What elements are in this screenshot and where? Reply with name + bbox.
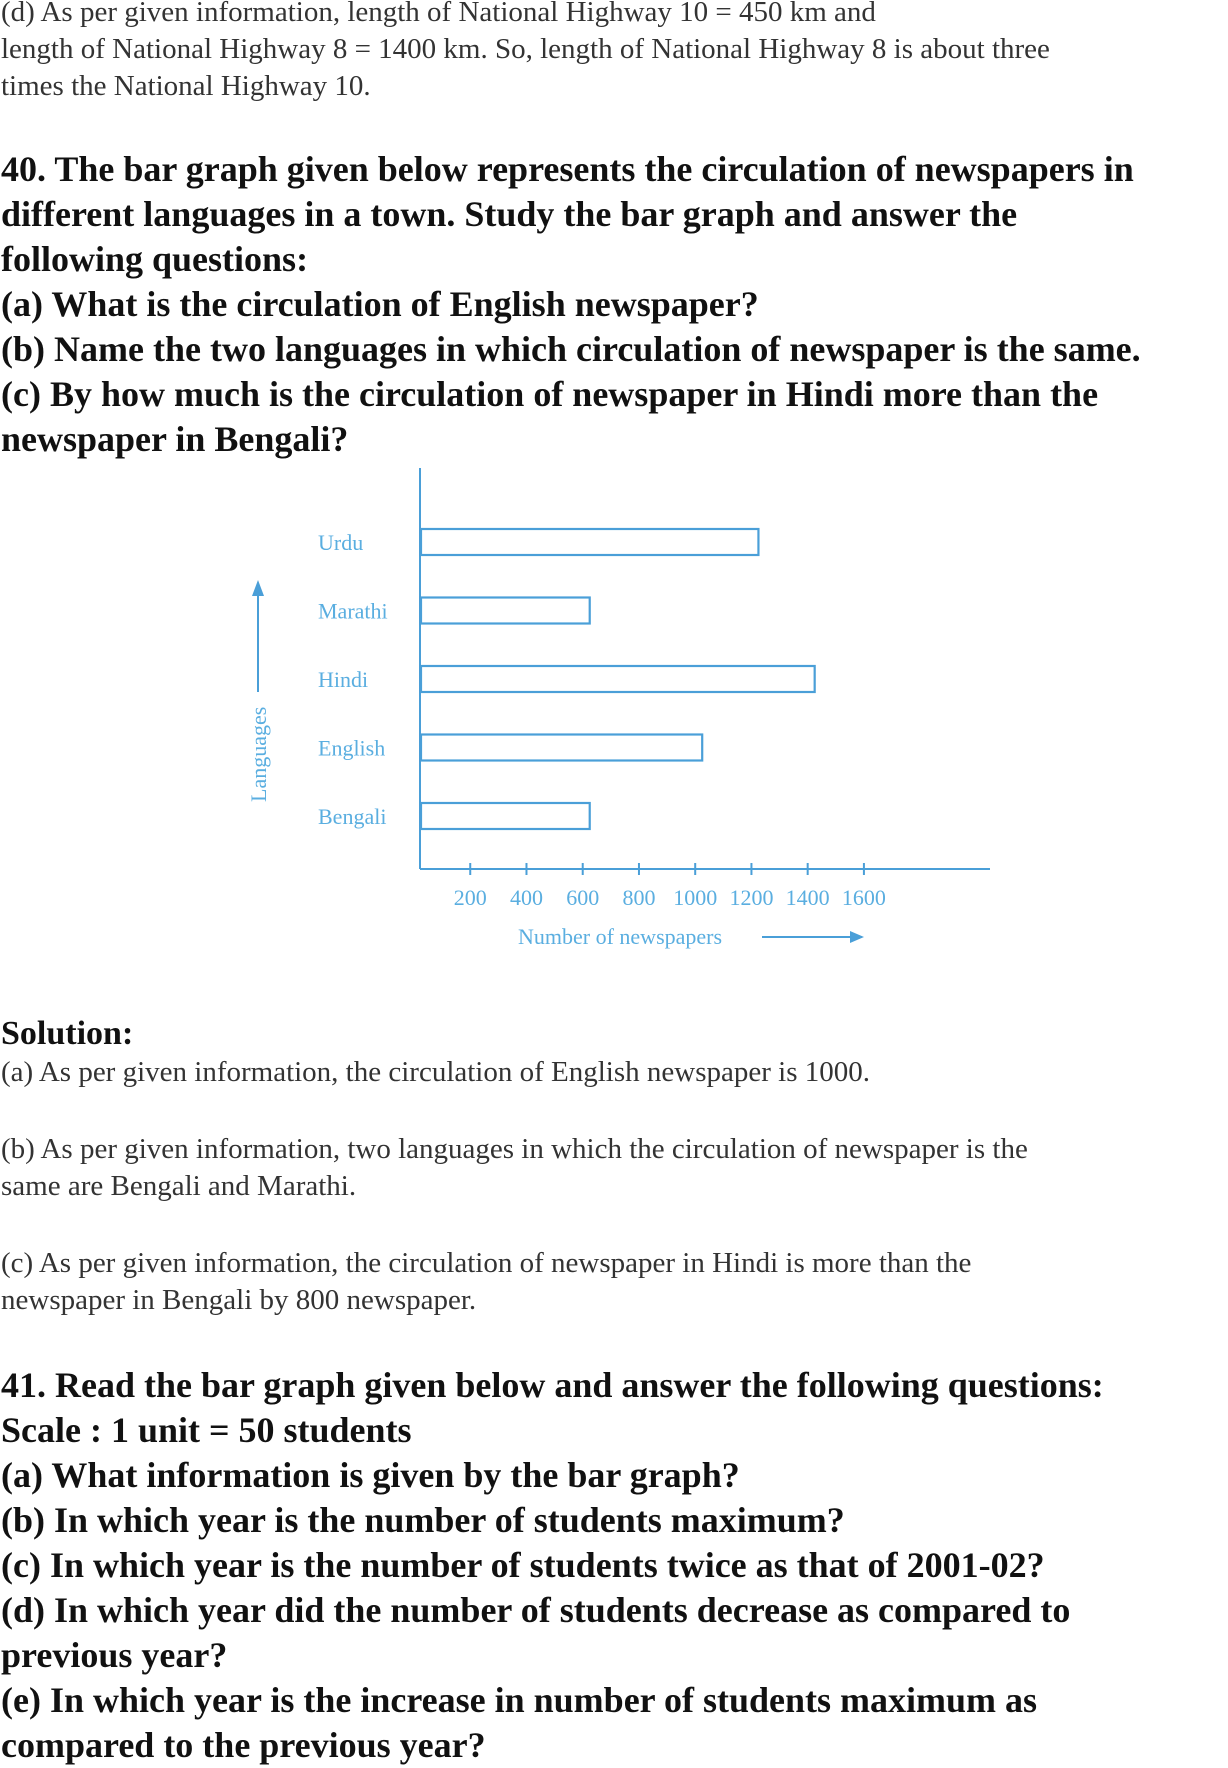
question-line: (a) What is the circulation of English newspaper? <box>1 284 759 324</box>
answer-line: (a) As per given information, the circulation of English newspaper is 1000. <box>1 1056 870 1088</box>
question-line: different languages in a town. Study the bar graph and answer the <box>1 194 1018 234</box>
question-line: compared to the previous year? <box>1 1725 486 1765</box>
question-line: Scale : 1 unit = 50 students <box>1 1410 412 1450</box>
x-tick-label: 1000 <box>673 885 718 910</box>
bar-hindi <box>421 666 815 692</box>
x-tick-label: 800 <box>622 885 656 910</box>
question-line: following questions: <box>1 239 309 279</box>
x-tick-label: 1600 <box>841 885 886 910</box>
category-label: Bengali <box>318 804 387 829</box>
x-tick-label: 1200 <box>729 885 774 910</box>
question-41 <box>0 1363 1228 1768</box>
question-40 <box>0 147 1228 462</box>
solution-40 <box>0 1014 1220 1359</box>
answer-line: same are Bengali and Marathi. <box>1 1170 357 1202</box>
x-axis-label: Number of newspapers <box>518 924 723 949</box>
category-label: Hindi <box>318 667 369 692</box>
bar-marathi <box>421 598 590 624</box>
category-label: English <box>318 735 386 761</box>
x-tick-label: 200 <box>453 885 487 910</box>
x-tick-label: 600 <box>566 885 600 910</box>
bar-english <box>421 735 702 761</box>
question-line: (b) Name the two languages in which circulation of newspaper is the same. <box>1 329 1141 369</box>
question-line: (a) What information is given by the bar graph? <box>1 1455 740 1495</box>
answer-c <box>0 1245 1220 1319</box>
question-line: 40. The bar graph given below represents the circulation of newspapers in <box>1 149 1134 189</box>
answer-a <box>0 1054 1220 1091</box>
question-line: (e) In which year is the increase in number of students maximum as <box>1 1680 1038 1720</box>
previous-answer-text <box>0 0 1220 105</box>
question-line: (b) In which year is the number of students maximum? <box>1 1500 845 1540</box>
chart-svg <box>230 460 1010 990</box>
x-tick-label: 400 <box>509 885 543 910</box>
newspaper-bar-chart <box>230 460 1010 990</box>
answer-b <box>0 1131 1220 1205</box>
question-line: (c) In which year is the number of students twice as that of 2001-02? <box>1 1545 1045 1585</box>
x-tick-label: 1400 <box>785 885 830 910</box>
text-line: length of National Highway 8 = 1400 km. So, length of National Highway 8 is about three <box>1 33 1050 65</box>
x-axis-arrow-head <box>850 931 864 943</box>
question-line: newspaper in Bengali? <box>1 419 349 459</box>
question-line: (c) By how much is the circulation of newspaper in Hindi more than the <box>1 374 1099 414</box>
y-axis-arrow-head <box>252 580 264 596</box>
answer-line: (c) As per given information, the circulation of newspaper in Hindi is more than the <box>1 1247 972 1279</box>
question-line: 41. Read the bar graph given below and answer the following questions: <box>1 1365 1104 1405</box>
question-line: (d) In which year did the number of students decrease as compared to <box>1 1590 1071 1630</box>
bar-urdu <box>421 529 758 555</box>
bar-bengali <box>421 803 590 829</box>
answer-line: (b) As per given information, two languages in which the circulation of newspaper is the <box>1 1133 1028 1165</box>
question-line: previous year? <box>1 1635 228 1675</box>
answer-line: newspaper in Bengali by 800 newspaper. <box>1 1284 477 1316</box>
category-label: Urdu <box>318 530 364 555</box>
text-line: (d) As per given information, length of National Highway 10 = 450 km and <box>1 0 876 28</box>
text-line: times the National Highway 10. <box>1 70 371 102</box>
category-label: Marathi <box>318 598 388 624</box>
y-axis-label: Languages <box>246 706 271 802</box>
solution-heading: Solution: <box>1 1015 134 1052</box>
